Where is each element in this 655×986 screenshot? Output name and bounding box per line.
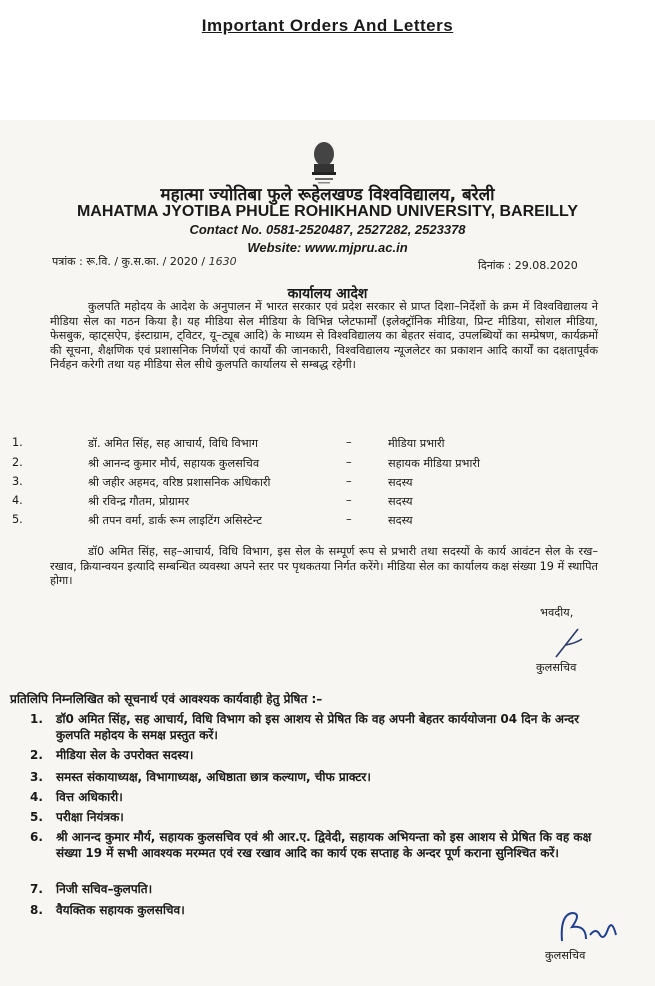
order-paragraph-2: डॉ0 अमित सिंह, सह–आचार्य, विधि विभाग, इस सेल के सम्पूर्ण रूप से प्रभारी तथा सदस्यों के कार्य आवंटन सेल के रख–रखाव, क्रियान्वयन इत्यादि सम्बन्धित व्यवस्था अपने स्तर पर पृथकतया निर्गत करेंगे। मीडिया सेल का कार्यालय कक्ष संख्या 19 में स्थापित होगा। (50, 545, 598, 588)
copy-to-text: डॉ0 अमित सिंह, सह आचार्य, विधि विभाग को इस आशय से प्रेषित कि वह अपनी बेहतर कार्ययोजना 04 दिन के अन्दर कुलपति महोदय के समक्ष प्रस्तुत करें। (56, 712, 580, 742)
reference-number (52, 254, 237, 269)
member-role: सदस्य (388, 495, 413, 508)
page-title (0, 16, 655, 36)
copy-to-text: समस्त संकायाध्यक्ष, विभागाध्यक्ष, अधिष्ठाता छात्र कल्याण, चीफ प्राक्टर। (56, 770, 371, 784)
website-line: Website: www.mjpru.ac.in (247, 240, 408, 255)
copy-to-text: निजी सचिव–कुलपति। (56, 882, 153, 896)
member-role: सहायक मीडिया प्रभारी (388, 457, 480, 470)
member-dash: – (346, 436, 352, 449)
member-name: श्री रविन्द्र गौतम, प्रोग्रामर (88, 495, 190, 508)
registrar-title: कुलसचिव (536, 661, 577, 674)
member-number: 3. (12, 475, 23, 488)
page-title-text: Important Orders And Letters (201, 16, 454, 35)
member-number: 4. (12, 494, 23, 507)
member-dash: – (346, 494, 352, 507)
signature-icon (552, 625, 592, 659)
copy-to-text: वित्त अधिकारी। (56, 790, 123, 804)
copy-to-text: परीक्षा नियंत्रक। (56, 810, 124, 824)
member-dash: – (346, 513, 352, 526)
member-name: डॉ. अमित सिंह, सह आचार्य, विधि विभाग (88, 437, 258, 450)
copy-to-text: श्री आनन्द कुमार मौर्य, सहायक कुलसचिव एवं श्री आर.ए. द्विवेदी, सहायक अभियन्ता को इस आशय से प्रेषित कि वह कक्ष संख्या 19 में सभी आवश्यक मरम्मत एवं रख रखाव आदि का कार्य एक सप्ताह के अन्दर पूर्ण कराना सुनिश्चित करें। (56, 830, 592, 860)
member-role: मीडिया प्रभारी (388, 437, 445, 450)
yours-faithfully: भवदीय, (540, 606, 574, 619)
copy-to-number: 1. (30, 712, 43, 726)
university-name-hindi: महात्मा ज्योतिबा फुले रूहेलखण्ड विश्वविद्यालय, बरेली (160, 185, 495, 205)
copy-to-number: 5. (30, 810, 43, 824)
copy-to-item (30, 712, 620, 744)
signature-icon (556, 905, 622, 947)
university-name-english: MAHATMA JYOTIBA PHULE ROHIKHAND UNIVERSITY, BAREILLY (76, 203, 579, 220)
member-name: श्री आनन्द कुमार मौर्य, सहायक कुलसचिव (88, 457, 260, 470)
copy-to-number: 8. (30, 903, 43, 917)
member-number: 1. (12, 436, 23, 449)
reference-handwritten: 1630 (208, 255, 237, 268)
order-paragraph-1: कुलपति महोदय के आदेश के अनुपालन में भारत सरकार एवं प्रदेश सरकार से प्राप्त दिशा–निर्देशों के क्रम में विश्वविद्यालय ने मीडिया सेल का गठन किया है। यह मीडिया सेल मीडिया के विभिन्न प्लेटफार्मों (इलेक्ट्रॉनिक मीडिया, प्रिन्ट मीडिया, सोशल मीडिया, फेसबुक, व्हाट्सऐप, इंस्टाग्राम, ट्विटर, यू–ट्यूब आदि) के माध्यम से विश्वविद्यालय का बेहतर संवाद, उपलब्धियों का सम्प्रेषण, कार्यक्रमों की सूचना, शैक्षणिक एवं प्रशासनिक निर्णयों एवं कार्यों की जानकारी, विश्वविद्यालय न्यूजलेटर का प्रकाशन आदि कार्यों का दक्षतापूर्वक निर्वहन करेगी तथा यह मीडिया सेल सीधे कुलपति कार्यालय से सम्बद्ध रहेगी। (50, 300, 598, 372)
contact-numbers: Contact No. 0581-2520487, 2527282, 2523378 (189, 222, 466, 237)
copy-to-number: 3. (30, 770, 43, 784)
copy-to-number: 7. (30, 882, 43, 896)
member-dash: – (346, 456, 352, 469)
copy-to-item (30, 830, 620, 878)
copy-to-number: 2. (30, 748, 43, 762)
member-number: 5. (12, 513, 23, 526)
member-role: सदस्य (388, 514, 413, 527)
registrar-title: कुलसचिव (545, 949, 586, 962)
letter-date: दिनांक : 29.08.2020 (478, 259, 578, 272)
member-dash: – (346, 475, 352, 488)
member-name: श्री तपन वर्मा, डार्क रूम लाइटिंग असिस्टेन्ट (88, 514, 262, 527)
copy-to-number: 6. (30, 830, 43, 844)
copy-to-number: 4. (30, 790, 43, 804)
member-number: 2. (12, 456, 23, 469)
copy-to-text: वैयक्तिक सहायक कुलसचिव। (56, 903, 185, 917)
member-name: श्री जहीर अहमद, वरिष्ठ प्रशासनिक अधिकारी (88, 476, 271, 489)
member-role: सदस्य (388, 476, 413, 489)
reference-label: पत्रांक : रू.वि. / कु.स.का. / 2020 / (52, 255, 206, 268)
emblem-icon (300, 134, 348, 186)
copy-to-heading: प्रतिलिपि निम्नलिखित को सूचनार्थ एवं आवश्यक कार्यवाही हेतु प्रेषित :– (10, 692, 323, 706)
copy-to-text: मीडिया सेल के उपरोक्त सदस्य। (56, 748, 194, 762)
office-order-heading: कार्यालय आदेश (287, 286, 368, 302)
